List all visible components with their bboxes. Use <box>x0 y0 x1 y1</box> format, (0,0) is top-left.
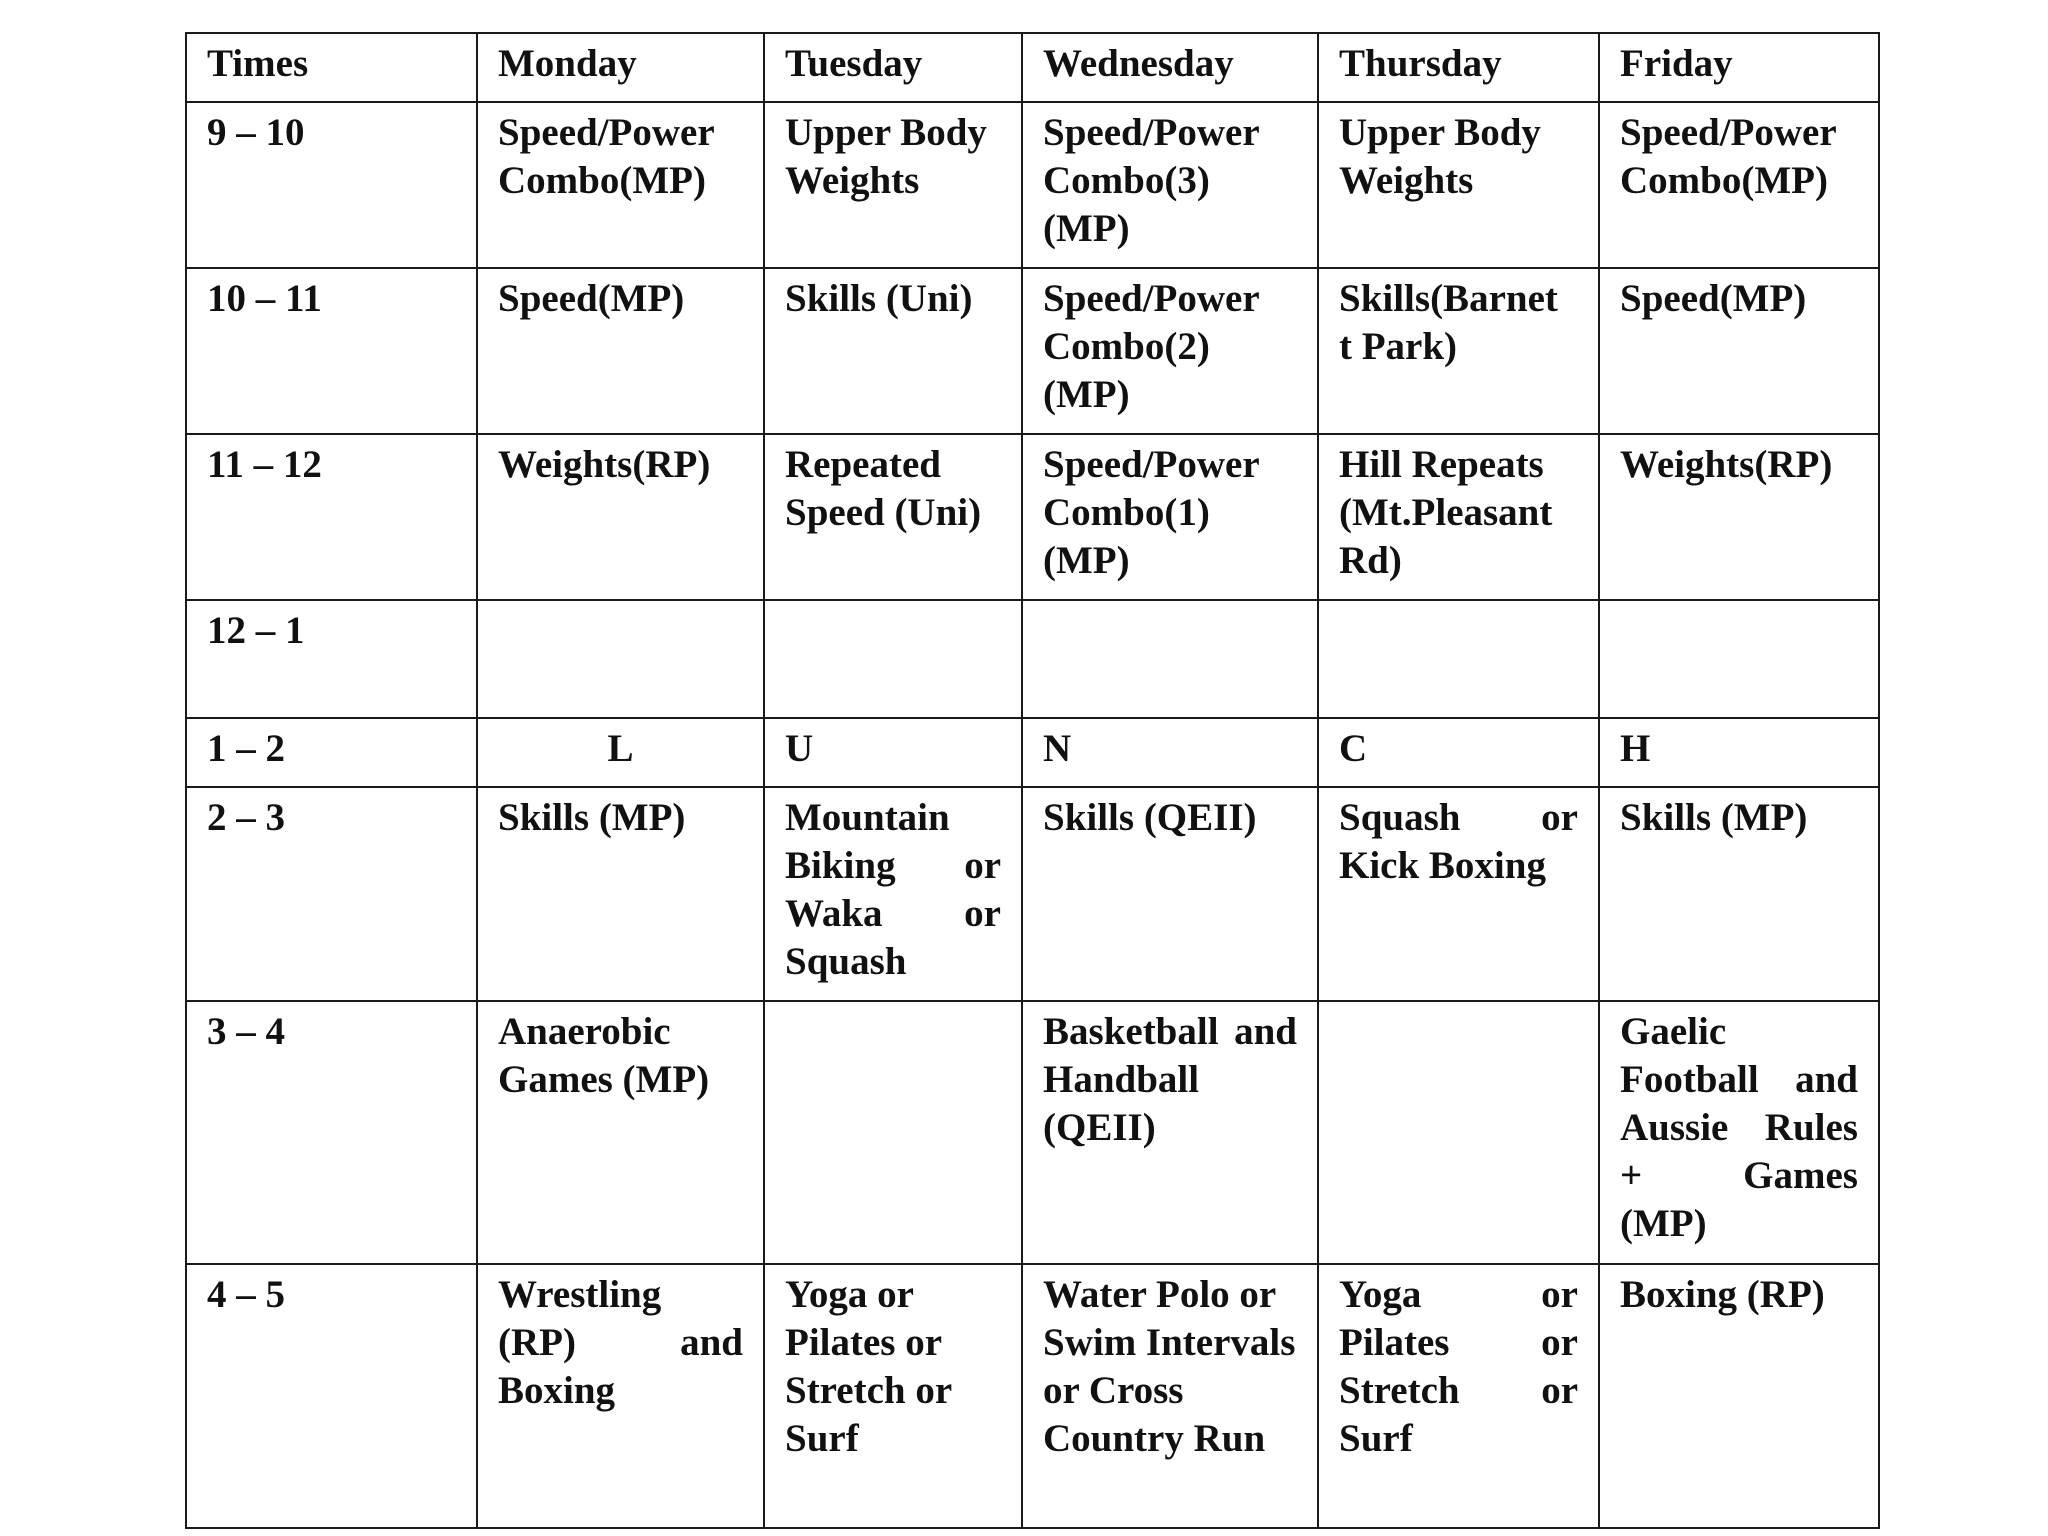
activity-cell <box>1022 600 1318 718</box>
activity-cell <box>477 600 764 718</box>
activity-cell <box>1599 600 1879 718</box>
header-cell-thursday: Thursday <box>1318 33 1599 102</box>
header-row <box>186 33 1879 102</box>
lunch-letter-cell: H <box>1599 718 1879 787</box>
activity-cell: Weights(RP) <box>477 434 764 600</box>
activity-cell: Speed/Power Combo(3) (MP) <box>1022 102 1318 268</box>
activity-cell: Speed/Power Combo(2) (MP) <box>1022 268 1318 434</box>
activity-cell: Skills (MP) <box>1599 787 1879 1001</box>
table-row <box>186 102 1879 268</box>
lunch-letter-cell: U <box>764 718 1022 787</box>
table-row <box>186 434 1879 600</box>
time-cell: 10 – 11 <box>186 268 477 434</box>
table-row <box>186 1001 1879 1264</box>
activity-cell: Basketball and Handball (QEII) <box>1022 1001 1318 1264</box>
lunch-letter-cell: N <box>1022 718 1318 787</box>
header-cell-wednesday: Wednesday <box>1022 33 1318 102</box>
activity-cell: Upper Body Weights <box>764 102 1022 268</box>
header-cell-monday: Monday <box>477 33 764 102</box>
activity-cell <box>764 600 1022 718</box>
activity-cell: Skills(Barnet t Park) <box>1318 268 1599 434</box>
activity-cell: Yoga or Pilates or Stretch or Surf <box>1318 1264 1599 1528</box>
activity-cell: Hill Repeats (Mt.Pleasant Rd) <box>1318 434 1599 600</box>
lunch-row <box>186 718 1879 787</box>
time-cell: 12 – 1 <box>186 600 477 718</box>
activity-cell: Water Polo or Swim Intervals or Cross Country Run <box>1022 1264 1318 1528</box>
activity-cell: Gaelic Football and Aussie Rules + Games (MP) <box>1599 1001 1879 1264</box>
activity-cell: Anaerobic Games (MP) <box>477 1001 764 1264</box>
schedule-table <box>185 32 1880 1529</box>
activity-cell: Weights(RP) <box>1599 434 1879 600</box>
header-cell-times: Times <box>186 33 477 102</box>
activity-cell: Squash or Kick Boxing <box>1318 787 1599 1001</box>
activity-cell: Skills (MP) <box>477 787 764 1001</box>
activity-cell <box>1318 1001 1599 1264</box>
table-row <box>186 600 1879 718</box>
activity-cell <box>764 1001 1022 1264</box>
lunch-letter-cell: C <box>1318 718 1599 787</box>
table-row <box>186 268 1879 434</box>
time-cell: 1 – 2 <box>186 718 477 787</box>
table-row <box>186 1264 1879 1528</box>
activity-cell: Upper Body Weights <box>1318 102 1599 268</box>
lunch-letter-cell: L <box>477 718 764 787</box>
time-cell: 2 – 3 <box>186 787 477 1001</box>
time-cell: 3 – 4 <box>186 1001 477 1264</box>
activity-cell: Mountain Biking or Waka or Squash <box>764 787 1022 1001</box>
activity-cell: Wrestling (RP) and Boxing <box>477 1264 764 1528</box>
activity-cell: Speed/Power Combo(1) (MP) <box>1022 434 1318 600</box>
activity-cell: Boxing (RP) <box>1599 1264 1879 1528</box>
header-cell-tuesday: Tuesday <box>764 33 1022 102</box>
table-row <box>186 787 1879 1001</box>
activity-cell: Speed(MP) <box>1599 268 1879 434</box>
time-cell: 4 – 5 <box>186 1264 477 1528</box>
activity-cell: Speed/Power Combo(MP) <box>1599 102 1879 268</box>
activity-cell: Skills (QEII) <box>1022 787 1318 1001</box>
activity-cell <box>1318 600 1599 718</box>
activity-cell: Speed(MP) <box>477 268 764 434</box>
activity-cell: Yoga or Pilates or Stretch or Surf <box>764 1264 1022 1528</box>
time-cell: 11 – 12 <box>186 434 477 600</box>
activity-cell: Skills (Uni) <box>764 268 1022 434</box>
activity-cell: Speed/Power Combo(MP) <box>477 102 764 268</box>
activity-cell: Repeated Speed (Uni) <box>764 434 1022 600</box>
header-cell-friday: Friday <box>1599 33 1879 102</box>
time-cell: 9 – 10 <box>186 102 477 268</box>
